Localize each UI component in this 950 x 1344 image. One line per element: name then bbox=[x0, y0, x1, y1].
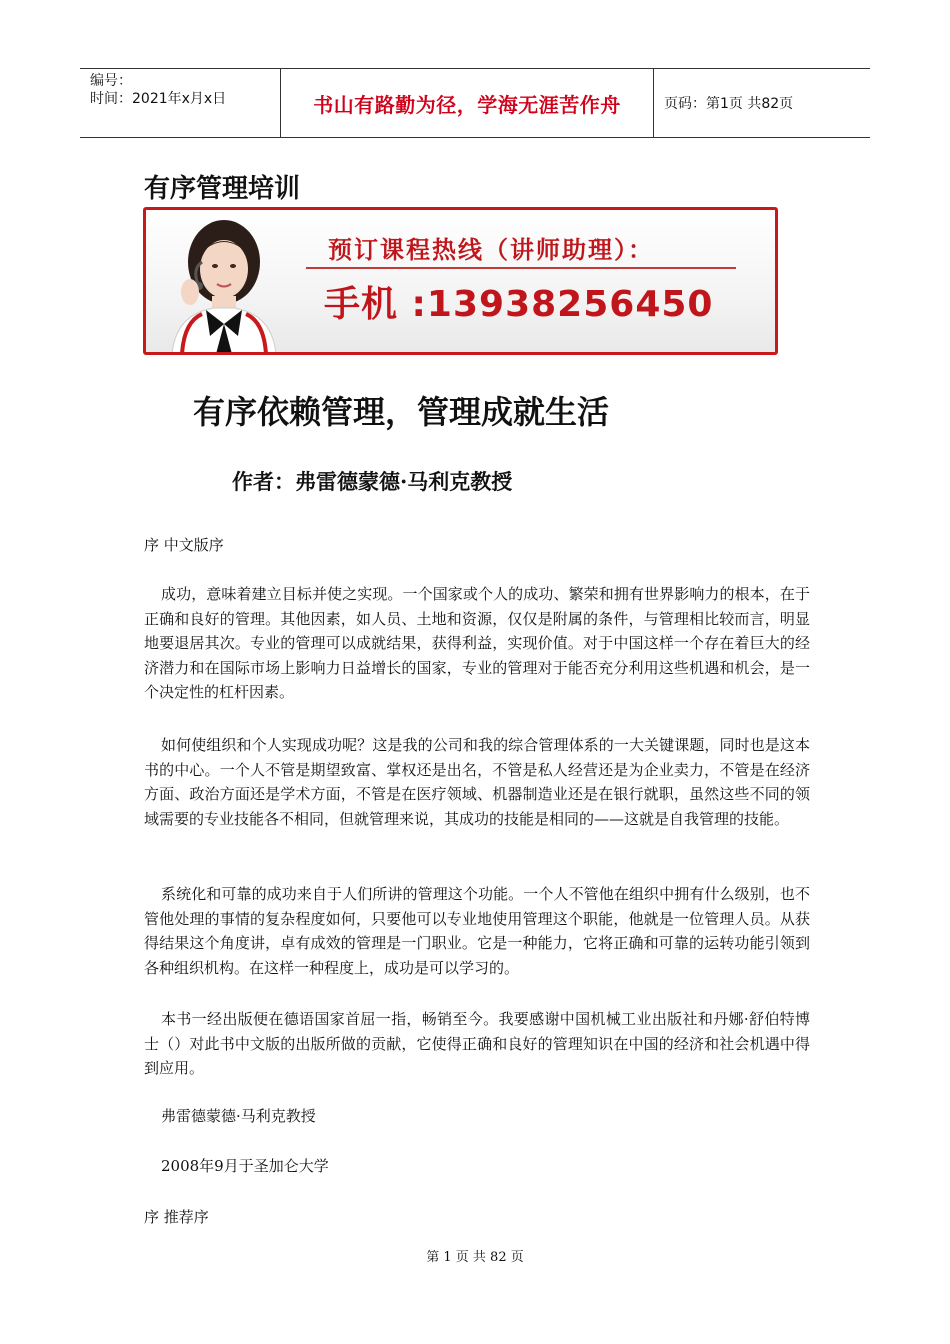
main-title: 有序依赖管理，管理成就生活 bbox=[193, 393, 610, 431]
page-header bbox=[80, 68, 870, 138]
course-hotline-banner bbox=[143, 207, 778, 355]
header-motto: 书山有路勤为径，学海无涯苦作舟 bbox=[281, 69, 654, 137]
date-label: 时间：2021年x月x日 bbox=[90, 91, 227, 107]
document-title: 有序管理培训 bbox=[144, 174, 301, 204]
paragraph-4: 本书一经出版便在德语国家首屈一指，畅销至今。我要感谢中国机械工业出版社和丹娜·舒伯特博士（）对此书中文版的出版所做的贡献，它使得正确和良好的管理知识在中国的经济和社会机遇中得到应用。 bbox=[144, 1010, 810, 1077]
receptionist-illustration bbox=[154, 214, 304, 354]
banner-divider bbox=[306, 267, 736, 269]
header-meta bbox=[80, 69, 281, 137]
section-heading-chinese-preface: 序 中文版序 bbox=[144, 536, 224, 554]
banner-hotline-heading: 预订课程热线（讲师助理）： bbox=[328, 236, 654, 264]
sign-date: 2008年9月于圣加仑大学 bbox=[161, 1157, 329, 1175]
paragraph-2: 如何使组织和个人实现成功呢？这是我的公司和我的综合管理体系的一大关键课题，同时也是这本书的中心。一个人不管是期望致富、掌权还是出名，不管是私人经营还是为企业卖力，不管是在经济方面、政治方面还是学术方面，不管是在医疗领域、机器制造业还是在银行就职，虽然这些不同的领域需要的专业技能各不相同，但就管理来说，其成功的技能是相同的——这就是自我管理的技能。 bbox=[144, 736, 810, 828]
number-label: 编号： bbox=[90, 73, 132, 89]
signature: 弗雷德蒙德·马利克教授 bbox=[161, 1107, 316, 1125]
page-footer: 第 1 页 共 82 页 bbox=[426, 1250, 524, 1265]
author-line: 作者：弗雷德蒙德·马利克教授 bbox=[232, 469, 513, 494]
paragraph-1: 成功，意味着建立目标并使之实现。一个国家或个人的成功、繁荣和拥有世界影响力的根本，在于正确和良好的管理。其他因素，如人员、土地和资源，仅仅是附属的条件，与管理相比较而言，明显地要退居其次。专业的管理可以成就结果，获得利益，实现价值。对于中国这样一个存在着巨大的经济潜力和在国际市场上影响力日益增长的国家，专业的管理对于能否充分利用这些机遇和机会，是一个决定性的杠杆因素。 bbox=[144, 585, 810, 701]
section-heading-recommendation: 序 推荐序 bbox=[144, 1208, 209, 1226]
header-page-info: 页码：第1页 共82页 bbox=[664, 96, 794, 112]
banner-phone-number: 手机 :13938256450 bbox=[324, 284, 714, 325]
paragraph-3: 系统化和可靠的成功来自于人们所讲的管理这个功能。一个人不管他在组织中拥有什么级别，也不管他处理的事情的复杂程度如何，只要他可以专业地使用管理这个职能，他就是一位管理人员。从获得结果这个角度讲，卓有成效的管理是一门职业。它是一种能力，它将正确和可靠的运转功能引领到各种组织机构。在这样一种程度上，成功是可以学习的。 bbox=[144, 885, 810, 977]
